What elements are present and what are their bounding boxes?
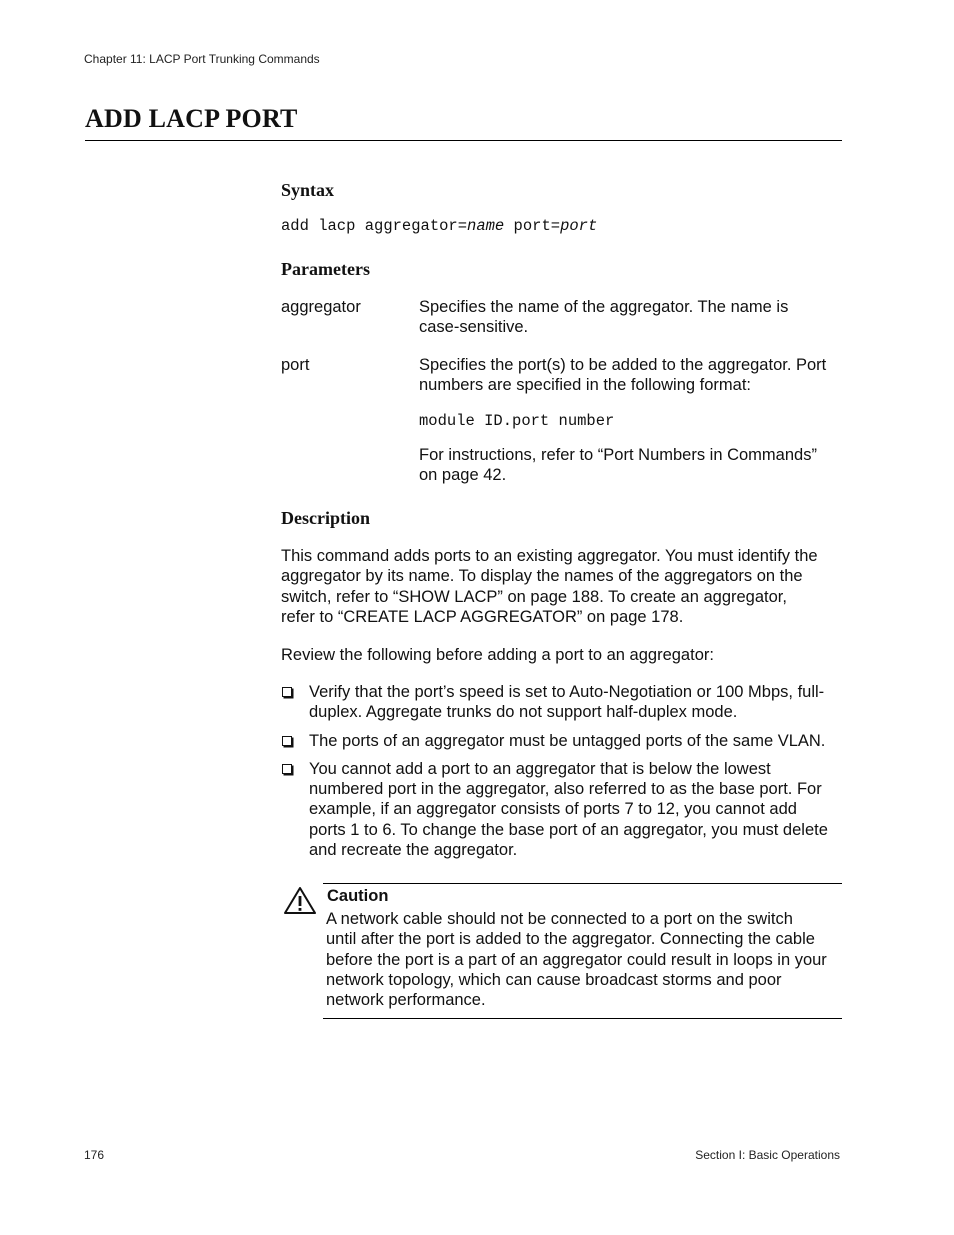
caution-label: Caution [327,887,389,905]
syntax-name-var: name [467,217,505,235]
param-desc-line: case-sensitive. [419,318,529,337]
bullet-line: and recreate the aggregator. [309,841,518,860]
port-format: module ID.port number [419,412,615,430]
bullet-line: You cannot add a port to an aggregator that is below the lowest [309,759,771,778]
param-name-port: port [281,356,310,374]
param-desc-port [419,355,849,396]
syntax-heading: Syntax [281,180,335,200]
list-item [281,682,846,723]
caution-line: network performance. [326,991,486,1010]
caution-line: until after the port is added to the aggregator. Connecting the cable [326,930,815,949]
caution-line: before the port is a part of an aggregator could result in loops in your [326,950,827,969]
param-desc-line: Specifies the name of the aggregator. The name is [419,298,789,316]
param-desc-line: numbers are specified in the following format: [419,376,751,395]
bullet-line: The ports of an aggregator must be untagged ports of the same VLAN. [309,731,826,750]
description-line: aggregator by its name. To display the names of the aggregators on the [281,567,803,586]
checkbox-bullet-icon [282,687,292,697]
syntax-port-var: port [560,217,598,235]
running-header: Chapter 11: LACP Port Trunking Commands [84,52,320,66]
checkbox-bullet-icon [282,736,292,746]
port-note [419,445,849,486]
bullet-line: numbered port in the aggregator, also referred to as the base port. For [309,780,822,799]
description-line: This command adds ports to an existing aggregator. You must identify the [281,547,818,565]
review-bullet-list [281,682,846,868]
description-line: switch, refer to “SHOW LACP” on page 188. To create an aggregator, [281,587,787,606]
page-title: ADD LACP PORT [85,104,298,133]
syntax-command-prefix: add lacp aggregator= [281,217,468,235]
list-item [281,731,846,751]
caution-rule-bottom [323,1018,842,1019]
param-desc-aggregator [419,297,849,338]
port-note-line: on page 42. [419,466,507,485]
page-number: 176 [84,1148,105,1162]
review-paragraph: Review the following before adding a port to an aggregator: [281,646,714,664]
param-name-aggregator: aggregator [281,298,361,316]
checkbox-bullet-icon [282,764,292,774]
parameters-heading: Parameters [281,259,370,279]
bullet-line: duplex. Aggregate trunks do not support half-duplex mode. [309,703,738,722]
running-footer-section: Section I: Basic Operations [695,1148,840,1162]
caution-text [326,909,846,1010]
title-rule [85,140,842,141]
caution-rule-top [323,883,842,884]
port-note-line: For instructions, refer to “Port Numbers in Commands” [419,446,817,464]
param-desc-line: Specifies the port(s) to be added to the aggregator. Port [419,356,827,374]
description-line: refer to “CREATE LACP AGGREGATOR” on page 178. [281,607,684,626]
list-item [281,759,846,860]
caution-line: A network cable should not be connected to a port on the switch [326,910,793,928]
caution-line: network topology, which can cause broadcast storms and poor [326,970,782,989]
bullet-line: ports 1 to 6. To change the base port of an aggregator, you must delete [309,820,828,839]
bullet-line: example, if an aggregator consists of ports 7 to 12, you cannot add [309,800,797,819]
description-paragraph [281,546,846,627]
syntax-port-prefix: port= [504,217,561,235]
bullet-line: Verify that the port’s speed is set to Auto-Negotiation or 100 Mbps, full- [309,683,825,701]
syntax-command [281,217,597,235]
description-heading: Description [281,508,370,528]
warning-triangle-icon [283,886,317,915]
